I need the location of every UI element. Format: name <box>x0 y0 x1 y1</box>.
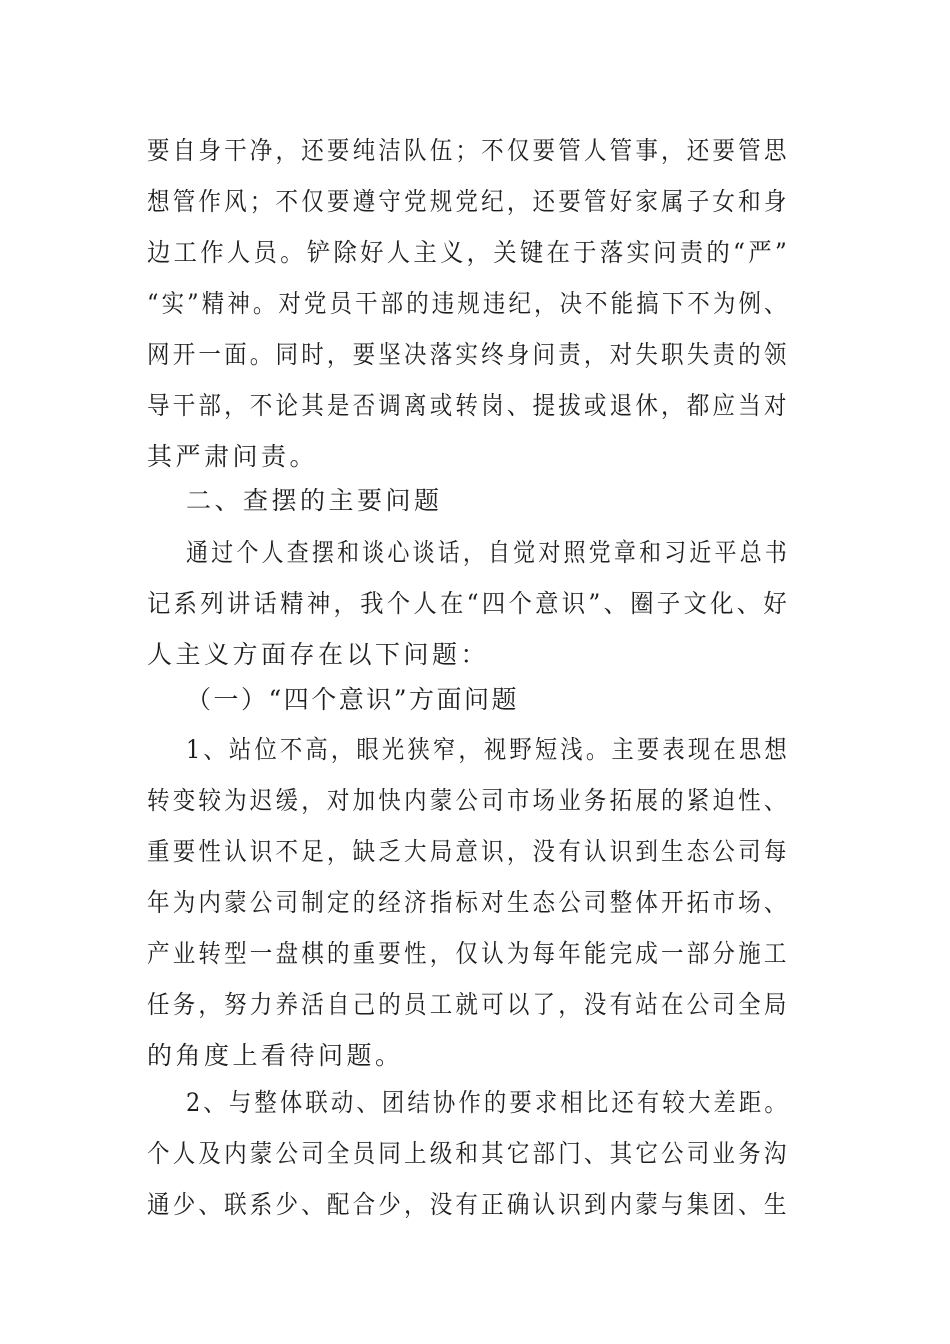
text-line: 个人及内蒙公司全员同上级和其它部门、其它公司业务沟 <box>147 1139 790 1168</box>
text-line: 年为内蒙公司制定的经济指标对生态公司整体开拓市场、 <box>147 888 790 917</box>
text-line: 其严肃问责。 <box>147 442 319 471</box>
paragraph-start: 2、与整体联动、团结协作的要求相比还有较大差距。 <box>186 1088 790 1117</box>
text-line: 导干部，不论其是否调离或转岗、提拔或退休，都应当对 <box>147 391 790 420</box>
text-line: 的角度上看待问题。 <box>147 1041 404 1070</box>
text-line: 转变较为迟缓，对加快内蒙公司市场业务拓展的紧迫性、 <box>147 786 790 815</box>
text-line: 想管作风；不仅要遵守党规党纪，还要管好家属子女和身 <box>147 187 790 216</box>
paragraph-start: 1、站位不高，眼光狭窄，视野短浅。主要表现在思想 <box>186 735 790 764</box>
text-line: 产业转型一盘棋的重要性，仅认为每年能完成一部分施工 <box>147 939 790 968</box>
text-line: 网开一面。同时，要坚决落实终身问责，对失职失责的领 <box>147 340 790 369</box>
text-line: 边工作人员。铲除好人主义，关键在于落实问责的“严” <box>147 238 791 267</box>
text-line: 任务，努力养活自己的员工就可以了，没有站在公司全局 <box>147 990 790 1019</box>
text-line: 重要性认识不足，缺乏大局意识，没有认识到生态公司每 <box>147 837 790 866</box>
text-line: 要自身干净，还要纯洁队伍；不仅要管人管事，还要管思 <box>147 136 790 165</box>
section-heading: 二、查摆的主要问题 <box>186 486 443 515</box>
text-line: 记系列讲话精神，我个人在“四个意识”、圈子文化、好 <box>147 589 791 618</box>
subsection-heading: （一）“四个意识”方面问题 <box>186 685 520 714</box>
paragraph-start: 通过个人查摆和谈心谈话，自觉对照党章和习近平总书 <box>186 538 790 567</box>
text-line: 人主义方面存在以下问题： <box>147 640 490 669</box>
text-line: “实”精神。对党员干部的违规违纪，决不能搞下不为例、 <box>147 289 790 318</box>
text-line: 通少、联系少、配合少，没有正确认识到内蒙与集团、生 <box>147 1190 790 1219</box>
